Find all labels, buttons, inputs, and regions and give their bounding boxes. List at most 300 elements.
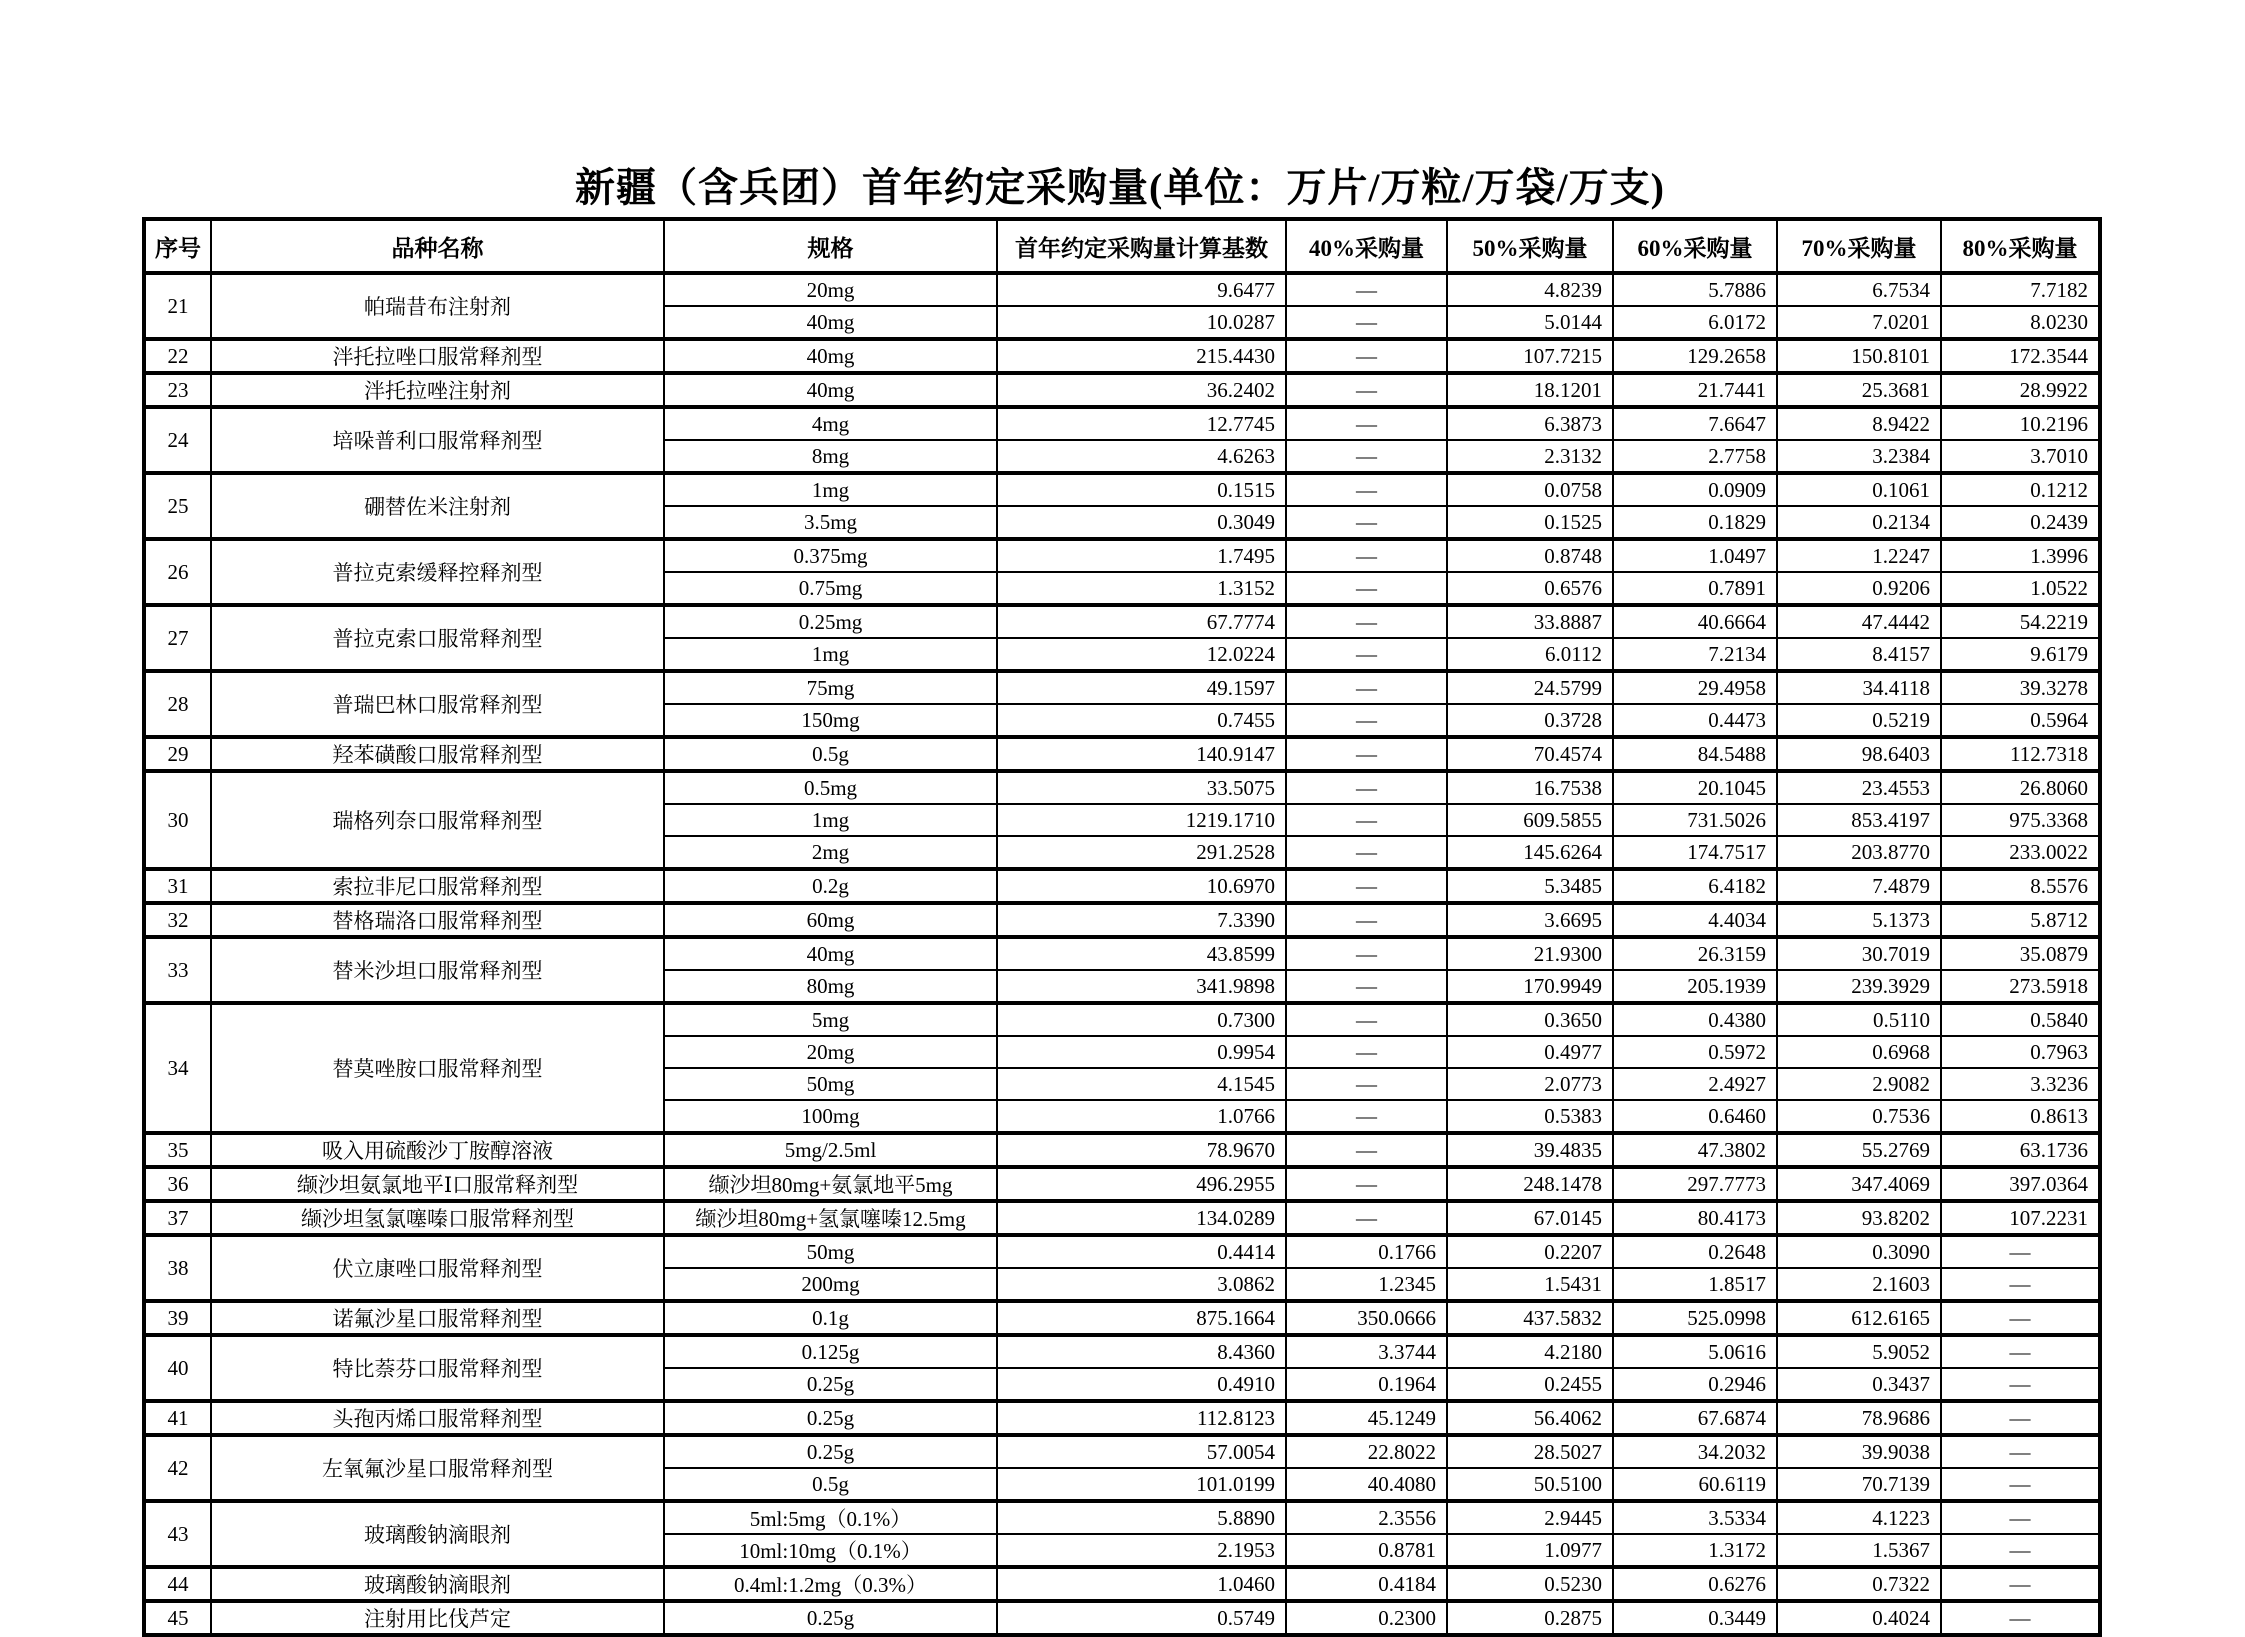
cell-50-percent: 5.3485	[1447, 869, 1613, 903]
cell-serial-number: 32	[144, 903, 211, 937]
cell-base-quantity: 0.4910	[997, 1368, 1286, 1401]
table-row	[144, 1335, 2100, 1368]
cell-40-percent: —	[1286, 869, 1447, 903]
cell-40-percent: 22.8022	[1286, 1435, 1447, 1468]
cell-50-percent: 0.3650	[1447, 1003, 1613, 1036]
cell-serial-number: 26	[144, 539, 211, 605]
cell-specification: 0.25g	[664, 1368, 997, 1401]
cell-specification: 75mg	[664, 671, 997, 704]
table-row	[144, 869, 2100, 903]
cell-80-percent: 397.0364	[1941, 1167, 2100, 1201]
cell-50-percent: 0.0758	[1447, 473, 1613, 506]
cell-60-percent: 7.6647	[1613, 407, 1777, 440]
cell-product-name: 伏立康唑口服常释剂型	[211, 1235, 664, 1301]
table-row	[144, 1601, 2100, 1635]
cell-50-percent: 0.2207	[1447, 1235, 1613, 1268]
cell-specification: 缬沙坦80mg+氢氯噻嗪12.5mg	[664, 1201, 997, 1235]
cell-80-percent: 107.2231	[1941, 1201, 2100, 1235]
cell-specification: 3.5mg	[664, 506, 997, 539]
cell-60-percent: 3.5334	[1613, 1501, 1777, 1534]
cell-base-quantity: 1.7495	[997, 539, 1286, 572]
cell-70-percent: 0.5219	[1777, 704, 1941, 737]
cell-40-percent: —	[1286, 1100, 1447, 1133]
cell-70-percent: 5.1373	[1777, 903, 1941, 937]
table-row	[144, 1167, 2100, 1201]
cell-serial-number: 40	[144, 1335, 211, 1401]
cell-specification: 0.25g	[664, 1601, 997, 1635]
cell-60-percent: 4.4034	[1613, 903, 1777, 937]
cell-specification: 2mg	[664, 836, 997, 869]
cell-specification: 1mg	[664, 638, 997, 671]
header-specification: 规格	[664, 219, 997, 273]
cell-base-quantity: 341.9898	[997, 970, 1286, 1003]
cell-60-percent: 2.7758	[1613, 440, 1777, 473]
cell-serial-number: 36	[144, 1167, 211, 1201]
cell-product-name: 泮托拉唑注射剂	[211, 373, 664, 407]
cell-specification: 0.75mg	[664, 572, 997, 605]
cell-60-percent: 5.7886	[1613, 273, 1777, 306]
header-70-percent: 70%采购量	[1777, 219, 1941, 273]
cell-40-percent: —	[1286, 473, 1447, 506]
cell-80-percent: 10.2196	[1941, 407, 2100, 440]
header-80-percent: 80%采购量	[1941, 219, 2100, 273]
cell-specification: 0.5g	[664, 1468, 997, 1501]
cell-80-percent: 8.0230	[1941, 306, 2100, 339]
cell-70-percent: 8.4157	[1777, 638, 1941, 671]
cell-70-percent: 6.7534	[1777, 273, 1941, 306]
cell-base-quantity: 4.6263	[997, 440, 1286, 473]
cell-40-percent: —	[1286, 804, 1447, 836]
cell-50-percent: 67.0145	[1447, 1201, 1613, 1235]
cell-product-name: 头孢丙烯口服常释剂型	[211, 1401, 664, 1435]
cell-specification: 150mg	[664, 704, 997, 737]
cell-80-percent: —	[1941, 1301, 2100, 1335]
cell-40-percent: —	[1286, 339, 1447, 373]
header-product-name: 品种名称	[211, 219, 664, 273]
cell-70-percent: 3.2384	[1777, 440, 1941, 473]
cell-60-percent: 6.4182	[1613, 869, 1777, 903]
cell-serial-number: 38	[144, 1235, 211, 1301]
table-row	[144, 339, 2100, 373]
header-50-percent: 50%采购量	[1447, 219, 1613, 273]
cell-product-name: 诺氟沙星口服常释剂型	[211, 1301, 664, 1335]
cell-serial-number: 45	[144, 1601, 211, 1635]
cell-product-name: 缬沙坦氢氯噻嗪口服常释剂型	[211, 1201, 664, 1235]
cell-60-percent: 1.3172	[1613, 1534, 1777, 1567]
cell-40-percent: 3.3744	[1286, 1335, 1447, 1368]
cell-product-name: 缬沙坦氨氯地平Ⅰ口服常释剂型	[211, 1167, 664, 1201]
cell-specification: 5ml:5mg（0.1%）	[664, 1501, 997, 1534]
cell-specification: 0.375mg	[664, 539, 997, 572]
table-row	[144, 1401, 2100, 1435]
cell-80-percent: 9.6179	[1941, 638, 2100, 671]
cell-40-percent: 40.4080	[1286, 1468, 1447, 1501]
cell-40-percent: —	[1286, 903, 1447, 937]
cell-50-percent: 21.9300	[1447, 937, 1613, 970]
cell-60-percent: 2.4927	[1613, 1068, 1777, 1100]
cell-product-name: 普瑞巴林口服常释剂型	[211, 671, 664, 737]
cell-base-quantity: 1.0766	[997, 1100, 1286, 1133]
cell-product-name: 培哚普利口服常释剂型	[211, 407, 664, 473]
table-row	[144, 1201, 2100, 1235]
cell-product-name: 索拉非尼口服常释剂型	[211, 869, 664, 903]
cell-base-quantity: 9.6477	[997, 273, 1286, 306]
cell-specification: 0.125g	[664, 1335, 997, 1368]
cell-specification: 0.25g	[664, 1401, 997, 1435]
cell-70-percent: 47.4442	[1777, 605, 1941, 638]
page-title: 新疆（含兵团）首年约定采购量(单位：万片/万粒/万袋/万支)	[575, 165, 1665, 210]
cell-40-percent: —	[1286, 506, 1447, 539]
cell-40-percent: 0.1766	[1286, 1235, 1447, 1268]
cell-70-percent: 7.4879	[1777, 869, 1941, 903]
cell-base-quantity: 0.7455	[997, 704, 1286, 737]
cell-50-percent: 4.8239	[1447, 273, 1613, 306]
cell-50-percent: 2.3132	[1447, 440, 1613, 473]
cell-80-percent: —	[1941, 1567, 2100, 1601]
cell-specification: 0.2g	[664, 869, 997, 903]
cell-80-percent: 8.5576	[1941, 869, 2100, 903]
cell-80-percent: —	[1941, 1235, 2100, 1268]
cell-base-quantity: 0.7300	[997, 1003, 1286, 1036]
cell-80-percent: 0.5840	[1941, 1003, 2100, 1036]
cell-70-percent: 239.3929	[1777, 970, 1941, 1003]
cell-serial-number: 33	[144, 937, 211, 1003]
cell-80-percent: —	[1941, 1468, 2100, 1501]
cell-40-percent: 1.2345	[1286, 1268, 1447, 1301]
cell-specification: 1mg	[664, 804, 997, 836]
cell-base-quantity: 36.2402	[997, 373, 1286, 407]
cell-50-percent: 56.4062	[1447, 1401, 1613, 1435]
cell-40-percent: —	[1286, 373, 1447, 407]
cell-serial-number: 29	[144, 737, 211, 771]
cell-50-percent: 107.7215	[1447, 339, 1613, 373]
cell-60-percent: 26.3159	[1613, 937, 1777, 970]
cell-70-percent: 203.8770	[1777, 836, 1941, 869]
cell-60-percent: 0.4473	[1613, 704, 1777, 737]
cell-70-percent: 0.3090	[1777, 1235, 1941, 1268]
header-40-percent: 40%采购量	[1286, 219, 1447, 273]
cell-60-percent: 0.2946	[1613, 1368, 1777, 1401]
cell-80-percent: 7.7182	[1941, 273, 2100, 306]
cell-50-percent: 24.5799	[1447, 671, 1613, 704]
cell-serial-number: 41	[144, 1401, 211, 1435]
cell-40-percent: —	[1286, 306, 1447, 339]
cell-base-quantity: 140.9147	[997, 737, 1286, 771]
cell-70-percent: 4.1223	[1777, 1501, 1941, 1534]
cell-product-name: 吸入用硫酸沙丁胺醇溶液	[211, 1133, 664, 1167]
cell-60-percent: 731.5026	[1613, 804, 1777, 836]
cell-specification: 5mg	[664, 1003, 997, 1036]
cell-product-name: 左氧氟沙星口服常释剂型	[211, 1435, 664, 1501]
table-row	[144, 1301, 2100, 1335]
cell-80-percent: 63.1736	[1941, 1133, 2100, 1167]
cell-base-quantity: 5.8890	[997, 1501, 1286, 1534]
cell-specification: 缬沙坦80mg+氨氯地平5mg	[664, 1167, 997, 1201]
cell-base-quantity: 1.0460	[997, 1567, 1286, 1601]
cell-specification: 20mg	[664, 273, 997, 306]
cell-60-percent: 84.5488	[1613, 737, 1777, 771]
cell-specification: 8mg	[664, 440, 997, 473]
cell-50-percent: 33.8887	[1447, 605, 1613, 638]
cell-serial-number: 35	[144, 1133, 211, 1167]
table-row	[144, 737, 2100, 771]
cell-60-percent: 6.0172	[1613, 306, 1777, 339]
cell-base-quantity: 78.9670	[997, 1133, 1286, 1167]
cell-70-percent: 25.3681	[1777, 373, 1941, 407]
cell-60-percent: 0.2648	[1613, 1235, 1777, 1268]
cell-60-percent: 0.6460	[1613, 1100, 1777, 1133]
cell-specification: 0.25mg	[664, 605, 997, 638]
cell-50-percent: 0.2875	[1447, 1601, 1613, 1635]
cell-80-percent: —	[1941, 1368, 2100, 1401]
cell-40-percent: —	[1286, 440, 1447, 473]
cell-product-name: 特比萘芬口服常释剂型	[211, 1335, 664, 1401]
cell-base-quantity: 1.3152	[997, 572, 1286, 605]
table-row	[144, 1235, 2100, 1268]
cell-70-percent: 8.9422	[1777, 407, 1941, 440]
cell-80-percent: 0.2439	[1941, 506, 2100, 539]
cell-60-percent: 34.2032	[1613, 1435, 1777, 1468]
cell-80-percent: 112.7318	[1941, 737, 2100, 771]
cell-70-percent: 0.7322	[1777, 1567, 1941, 1601]
cell-80-percent: 0.7963	[1941, 1036, 2100, 1068]
cell-60-percent: 7.2134	[1613, 638, 1777, 671]
table-row	[144, 1003, 2100, 1036]
cell-70-percent: 0.5110	[1777, 1003, 1941, 1036]
header-serial-number: 序号	[144, 219, 211, 273]
cell-40-percent: —	[1286, 1201, 1447, 1235]
cell-80-percent: —	[1941, 1268, 2100, 1301]
cell-80-percent: 5.8712	[1941, 903, 2100, 937]
cell-70-percent: 150.8101	[1777, 339, 1941, 373]
cell-base-quantity: 10.6970	[997, 869, 1286, 903]
cell-50-percent: 4.2180	[1447, 1335, 1613, 1368]
table-row	[144, 373, 2100, 407]
cell-50-percent: 0.5383	[1447, 1100, 1613, 1133]
cell-60-percent: 129.2658	[1613, 339, 1777, 373]
cell-base-quantity: 67.7774	[997, 605, 1286, 638]
cell-product-name: 普拉克索口服常释剂型	[211, 605, 664, 671]
cell-40-percent: —	[1286, 539, 1447, 572]
cell-specification: 1mg	[664, 473, 997, 506]
cell-base-quantity: 134.0289	[997, 1201, 1286, 1235]
cell-product-name: 注射用比伐芦定	[211, 1601, 664, 1635]
cell-40-percent: 0.4184	[1286, 1567, 1447, 1601]
cell-80-percent: —	[1941, 1335, 2100, 1368]
cell-specification: 0.4ml:1.2mg（0.3%）	[664, 1567, 997, 1601]
cell-80-percent: 172.3544	[1941, 339, 2100, 373]
cell-80-percent: 3.3236	[1941, 1068, 2100, 1100]
cell-70-percent: 1.2247	[1777, 539, 1941, 572]
cell-specification: 0.5mg	[664, 771, 997, 804]
cell-40-percent: —	[1286, 937, 1447, 970]
cell-product-name: 玻璃酸钠滴眼剂	[211, 1501, 664, 1567]
cell-40-percent: —	[1286, 836, 1447, 869]
cell-80-percent: 1.3996	[1941, 539, 2100, 572]
cell-specification: 40mg	[664, 339, 997, 373]
cell-70-percent: 0.2134	[1777, 506, 1941, 539]
cell-50-percent: 50.5100	[1447, 1468, 1613, 1501]
cell-60-percent: 0.4380	[1613, 1003, 1777, 1036]
cell-60-percent: 0.0909	[1613, 473, 1777, 506]
cell-base-quantity: 57.0054	[997, 1435, 1286, 1468]
cell-50-percent: 0.2455	[1447, 1368, 1613, 1401]
cell-80-percent: 35.0879	[1941, 937, 2100, 970]
cell-80-percent: 54.2219	[1941, 605, 2100, 638]
cell-serial-number: 25	[144, 473, 211, 539]
cell-70-percent: 1.5367	[1777, 1534, 1941, 1567]
cell-serial-number: 42	[144, 1435, 211, 1501]
cell-50-percent: 39.4835	[1447, 1133, 1613, 1167]
cell-product-name: 帕瑞昔布注射剂	[211, 273, 664, 339]
cell-specification: 0.25g	[664, 1435, 997, 1468]
cell-80-percent: 0.8613	[1941, 1100, 2100, 1133]
cell-70-percent: 7.0201	[1777, 306, 1941, 339]
cell-specification: 0.5g	[664, 737, 997, 771]
table-row	[144, 937, 2100, 970]
cell-40-percent: —	[1286, 273, 1447, 306]
cell-product-name: 硼替佐米注射剂	[211, 473, 664, 539]
cell-60-percent: 0.6276	[1613, 1567, 1777, 1601]
cell-product-name: 替米沙坦口服常释剂型	[211, 937, 664, 1003]
table-row	[144, 1501, 2100, 1534]
cell-70-percent: 78.9686	[1777, 1401, 1941, 1435]
cell-70-percent: 34.4118	[1777, 671, 1941, 704]
cell-base-quantity: 496.2955	[997, 1167, 1286, 1201]
cell-serial-number: 37	[144, 1201, 211, 1235]
cell-specification: 40mg	[664, 937, 997, 970]
cell-40-percent: 0.8781	[1286, 1534, 1447, 1567]
cell-40-percent: 350.0666	[1286, 1301, 1447, 1335]
cell-60-percent: 21.7441	[1613, 373, 1777, 407]
cell-base-quantity: 0.3049	[997, 506, 1286, 539]
cell-serial-number: 30	[144, 771, 211, 869]
cell-product-name: 普拉克索缓释控释剂型	[211, 539, 664, 605]
cell-serial-number: 31	[144, 869, 211, 903]
cell-60-percent: 40.6664	[1613, 605, 1777, 638]
cell-base-quantity: 291.2528	[997, 836, 1286, 869]
cell-base-quantity: 10.0287	[997, 306, 1286, 339]
cell-50-percent: 16.7538	[1447, 771, 1613, 804]
cell-40-percent: —	[1286, 1068, 1447, 1100]
cell-70-percent: 55.2769	[1777, 1133, 1941, 1167]
cell-80-percent: 26.8060	[1941, 771, 2100, 804]
cell-specification: 40mg	[664, 373, 997, 407]
cell-80-percent: —	[1941, 1534, 2100, 1567]
cell-50-percent: 2.9445	[1447, 1501, 1613, 1534]
cell-50-percent: 6.0112	[1447, 638, 1613, 671]
cell-base-quantity: 1219.1710	[997, 804, 1286, 836]
cell-70-percent: 347.4069	[1777, 1167, 1941, 1201]
cell-60-percent: 0.3449	[1613, 1601, 1777, 1635]
cell-80-percent: —	[1941, 1401, 2100, 1435]
cell-70-percent: 0.3437	[1777, 1368, 1941, 1401]
table-row	[144, 407, 2100, 440]
cell-70-percent: 93.8202	[1777, 1201, 1941, 1235]
cell-serial-number: 28	[144, 671, 211, 737]
cell-base-quantity: 3.0862	[997, 1268, 1286, 1301]
cell-70-percent: 0.4024	[1777, 1601, 1941, 1635]
cell-80-percent: 28.9922	[1941, 373, 2100, 407]
table-body	[144, 273, 2100, 1635]
header-row	[144, 219, 2100, 273]
cell-50-percent: 437.5832	[1447, 1301, 1613, 1335]
cell-specification: 0.1g	[664, 1301, 997, 1335]
cell-specification: 20mg	[664, 1036, 997, 1068]
cell-60-percent: 67.6874	[1613, 1401, 1777, 1435]
table-row	[144, 473, 2100, 506]
cell-60-percent: 1.0497	[1613, 539, 1777, 572]
cell-80-percent: 273.5918	[1941, 970, 2100, 1003]
cell-80-percent: 0.5964	[1941, 704, 2100, 737]
cell-50-percent: 2.0773	[1447, 1068, 1613, 1100]
cell-specification: 40mg	[664, 306, 997, 339]
cell-40-percent: —	[1286, 1036, 1447, 1068]
cell-60-percent: 525.0998	[1613, 1301, 1777, 1335]
cell-50-percent: 0.4977	[1447, 1036, 1613, 1068]
cell-50-percent: 170.9949	[1447, 970, 1613, 1003]
cell-40-percent: 0.2300	[1286, 1601, 1447, 1635]
cell-50-percent: 0.5230	[1447, 1567, 1613, 1601]
cell-specification: 10ml:10mg（0.1%）	[664, 1534, 997, 1567]
cell-50-percent: 1.5431	[1447, 1268, 1613, 1301]
cell-60-percent: 0.5972	[1613, 1036, 1777, 1068]
cell-60-percent: 205.1939	[1613, 970, 1777, 1003]
table-row	[144, 771, 2100, 804]
table-row	[144, 1567, 2100, 1601]
cell-50-percent: 18.1201	[1447, 373, 1613, 407]
table-header	[144, 219, 2100, 273]
cell-50-percent: 3.6695	[1447, 903, 1613, 937]
cell-70-percent: 0.6968	[1777, 1036, 1941, 1068]
table-row	[144, 273, 2100, 306]
cell-80-percent: 39.3278	[1941, 671, 2100, 704]
cell-80-percent: 3.7010	[1941, 440, 2100, 473]
cell-specification: 4mg	[664, 407, 997, 440]
cell-50-percent: 5.0144	[1447, 306, 1613, 339]
cell-serial-number: 23	[144, 373, 211, 407]
cell-50-percent: 1.0977	[1447, 1534, 1613, 1567]
cell-product-name: 替莫唑胺口服常释剂型	[211, 1003, 664, 1133]
cell-70-percent: 2.1603	[1777, 1268, 1941, 1301]
cell-60-percent: 174.7517	[1613, 836, 1777, 869]
cell-50-percent: 0.8748	[1447, 539, 1613, 572]
cell-60-percent: 0.1829	[1613, 506, 1777, 539]
cell-specification: 200mg	[664, 1268, 997, 1301]
cell-70-percent: 30.7019	[1777, 937, 1941, 970]
cell-40-percent: —	[1286, 638, 1447, 671]
cell-serial-number: 34	[144, 1003, 211, 1133]
cell-base-quantity: 0.4414	[997, 1235, 1286, 1268]
cell-base-quantity: 43.8599	[997, 937, 1286, 970]
cell-40-percent: —	[1286, 704, 1447, 737]
cell-70-percent: 5.9052	[1777, 1335, 1941, 1368]
cell-60-percent: 297.7773	[1613, 1167, 1777, 1201]
cell-40-percent: 0.1964	[1286, 1368, 1447, 1401]
cell-50-percent: 248.1478	[1447, 1167, 1613, 1201]
cell-70-percent: 853.4197	[1777, 804, 1941, 836]
cell-base-quantity: 2.1953	[997, 1534, 1286, 1567]
cell-base-quantity: 0.5749	[997, 1601, 1286, 1635]
table-row	[144, 1133, 2100, 1167]
cell-base-quantity: 8.4360	[997, 1335, 1286, 1368]
cell-80-percent: 233.0022	[1941, 836, 2100, 869]
cell-base-quantity: 112.8123	[997, 1401, 1286, 1435]
cell-product-name: 泮托拉唑口服常释剂型	[211, 339, 664, 373]
cell-60-percent: 47.3802	[1613, 1133, 1777, 1167]
cell-40-percent: 45.1249	[1286, 1401, 1447, 1435]
table-row	[144, 605, 2100, 638]
